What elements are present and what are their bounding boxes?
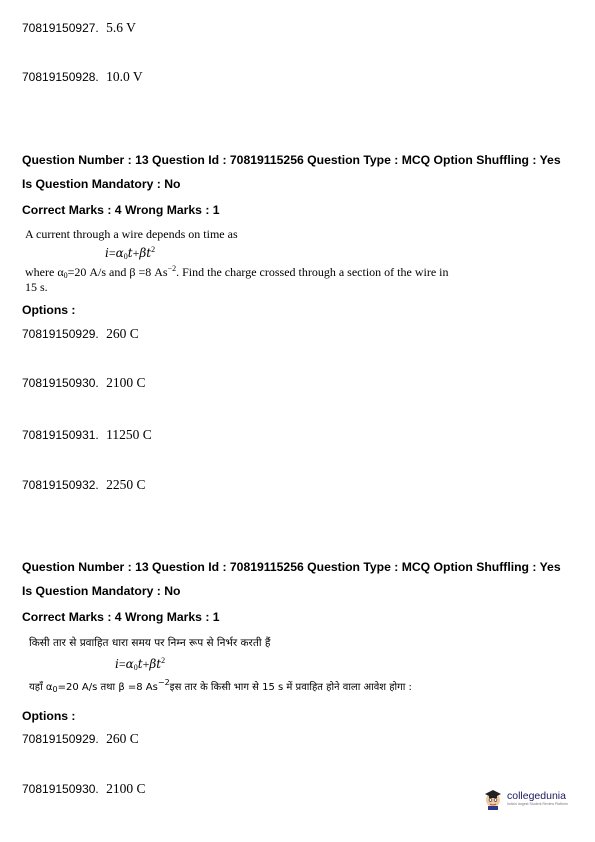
eq-var: βt <box>139 246 152 260</box>
question-text-line: 15 s. <box>25 280 48 294</box>
text-part: =20 A/s and β =8 As <box>67 265 168 279</box>
option-id: 70819150927. <box>22 21 99 35</box>
logo-name: collegedunia <box>507 790 566 802</box>
option-id: 70819150929. <box>22 327 99 341</box>
option-row <box>22 20 136 36</box>
graduate-mascot-icon <box>482 788 504 810</box>
eq-subscript: 0 <box>123 252 128 261</box>
option-value: 2100 C <box>106 375 146 390</box>
text-part: यहाँ α <box>29 682 53 693</box>
option-value: 260 C <box>106 326 139 341</box>
eq-op: = <box>118 657 126 671</box>
equation <box>105 245 155 261</box>
option-value: 2100 C <box>106 781 146 796</box>
eq-op: = <box>108 246 116 260</box>
eq-superscript: 2 <box>161 656 166 665</box>
option-value: 10.0 V <box>106 69 143 84</box>
question-marks: Correct Marks : 4 Wrong Marks : 1 <box>22 203 220 217</box>
option-id: 70819150932. <box>22 478 99 492</box>
option-row <box>22 427 152 443</box>
text-part: . Find the charge crossed through a section of the wire in <box>176 265 449 279</box>
question-header: Question Number : 13 Question Id : 70819115256 Question Type : MCQ Option Shuffling : Yes <box>22 153 561 167</box>
option-value: 260 C <box>106 731 139 746</box>
option-row <box>22 69 143 85</box>
question-header: Question Number : 13 Question Id : 70819115256 Question Type : MCQ Option Shuffling : Yes <box>22 560 561 574</box>
option-row <box>22 375 145 391</box>
text-part: इस तार के किसी भाग से 15 s में प्रवाहित होने वाला आवेश होगा : <box>169 682 412 693</box>
eq-var: α <box>125 657 134 671</box>
option-id: 70819150930. <box>22 376 99 390</box>
text-superscript: −2 <box>157 678 170 687</box>
option-value: 11250 C <box>106 427 152 442</box>
logo-tagline: India's largest Student Review Platform <box>507 802 568 806</box>
option-value: 2250 C <box>106 477 146 492</box>
text-superscript: −2 <box>167 264 177 273</box>
question-marks: Correct Marks : 4 Wrong Marks : 1 <box>22 610 220 624</box>
text-part: =20 A/s तथा β =8 As <box>57 682 158 693</box>
eq-var: α <box>115 246 124 260</box>
equation <box>115 656 165 672</box>
question-text-line <box>25 264 448 280</box>
question-text-line: किसी तार से प्रवाहित धारा समय पर निम्न रूप से निर्भर करती हैं <box>29 637 271 649</box>
option-id: 70819150929. <box>22 732 99 746</box>
eq-op: + <box>142 657 150 671</box>
option-id: 70819150930. <box>22 782 99 796</box>
question-text-line: A current through a wire depends on time as <box>25 227 238 241</box>
eq-op: + <box>132 246 140 260</box>
eq-subscript: 0 <box>133 663 138 672</box>
eq-var: t <box>127 246 133 260</box>
option-value: 5.6 V <box>106 20 136 35</box>
options-label: Options : <box>22 303 76 317</box>
options-label: Options : <box>22 709 76 723</box>
eq-var: βt <box>149 657 162 671</box>
eq-var: i <box>105 246 109 260</box>
eq-var: t <box>137 657 143 671</box>
option-id: 70819150928. <box>22 70 99 84</box>
option-row <box>22 477 145 493</box>
option-id: 70819150931. <box>22 428 99 442</box>
option-row <box>22 326 139 342</box>
option-row <box>22 731 139 747</box>
text-subscript: 0 <box>52 685 58 694</box>
text-subscript: 0 <box>63 271 68 280</box>
eq-var: i <box>115 657 119 671</box>
eq-superscript: 2 <box>151 245 156 254</box>
question-text-line <box>29 678 412 694</box>
collegedunia-logo <box>482 788 568 810</box>
text-part: where α <box>25 265 64 279</box>
question-mandatory: Is Question Mandatory : No <box>22 177 181 191</box>
question-mandatory: Is Question Mandatory : No <box>22 584 181 598</box>
option-row <box>22 781 145 797</box>
